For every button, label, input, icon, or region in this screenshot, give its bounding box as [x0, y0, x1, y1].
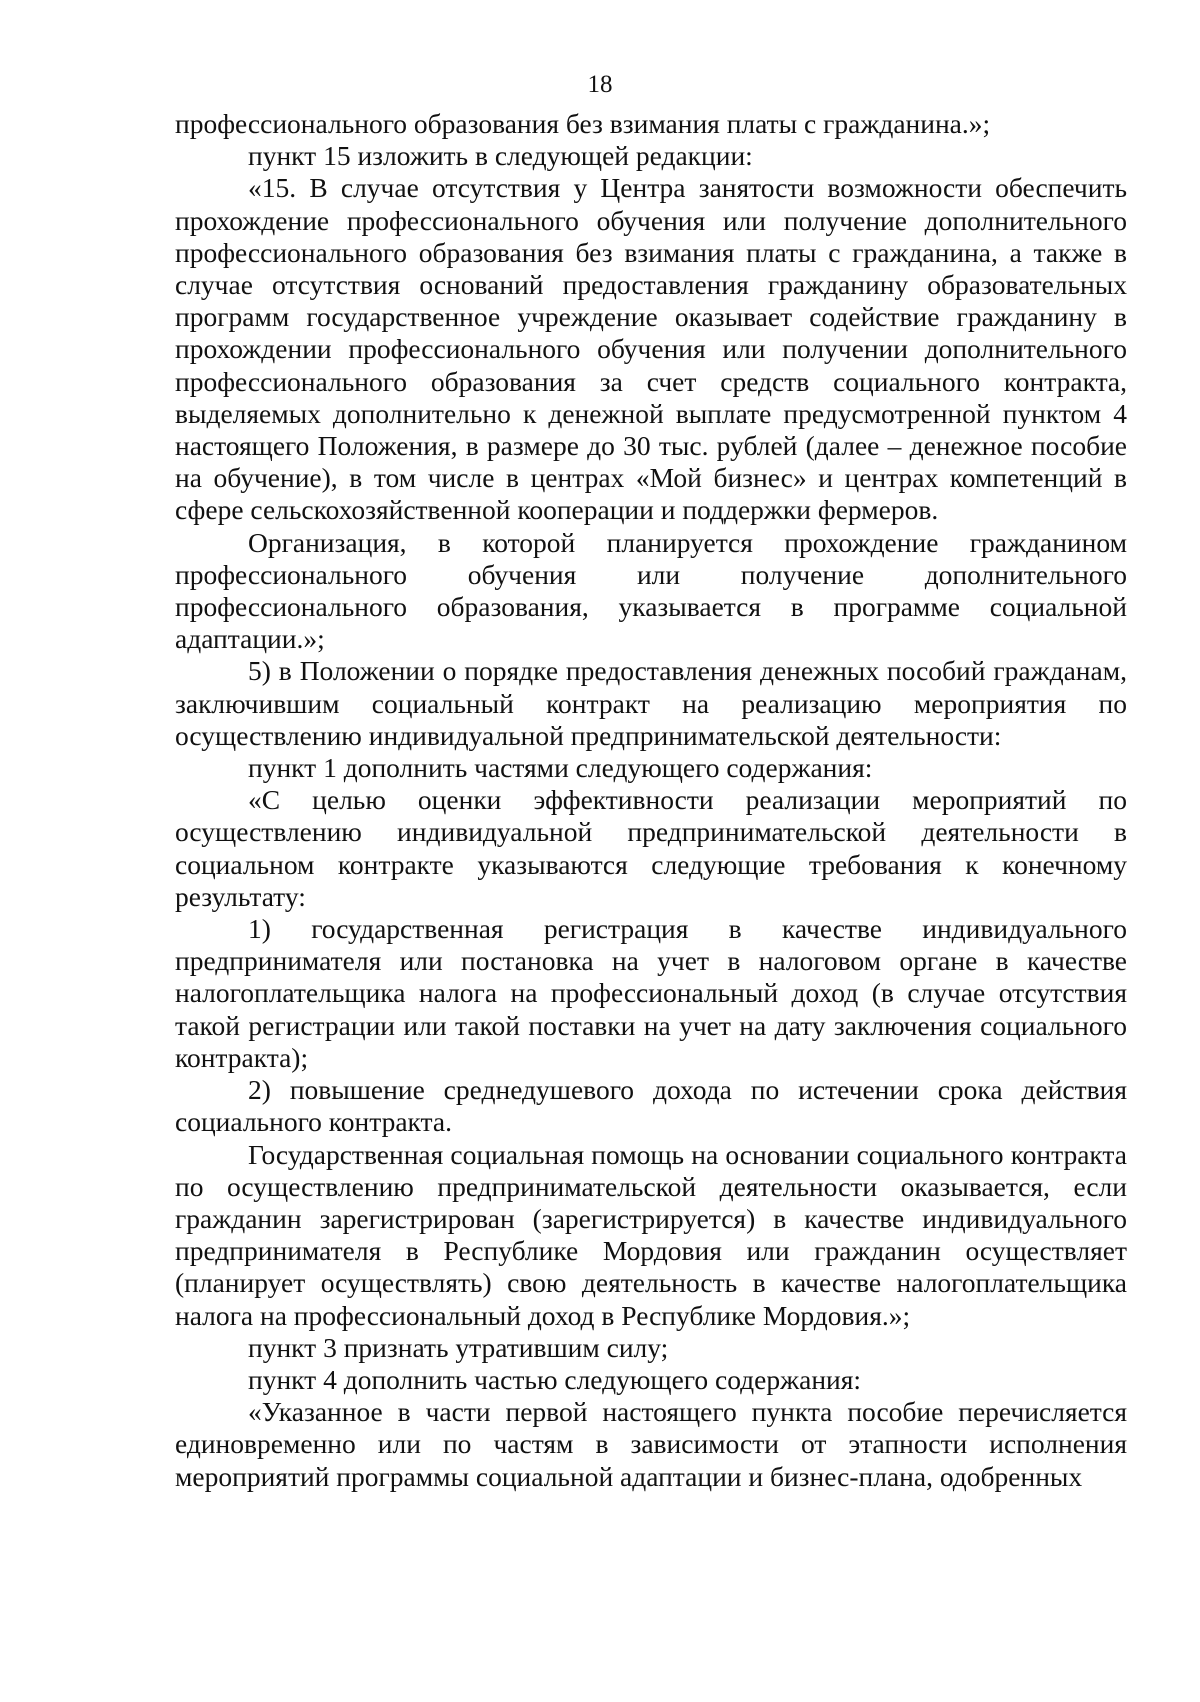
- paragraph-1: профессионального образования без взимания платы с гражданина.»;: [175, 108, 991, 139]
- paragraph-6: пункт 1 дополнить частями следующего содержания:: [248, 752, 873, 784]
- paragraph-2: пункт 15 изложить в следующей редакции:: [248, 140, 753, 172]
- page-number: 18: [587, 71, 613, 98]
- paragraph-13: «Указанное в части первой настоящего пункта пособие перечисляется единовременно или по частям в зависимости от этапности исполнения мероприятий программы социальной адаптации и бизнес-плана, одобренных: [175, 1396, 1127, 1492]
- paragraph-8: 1) государственная регистрация в качестве индивидуального предпринимателя или постановка на учет в налоговом органе в качестве налогоплательщика налога на профессиональный доход (в случае отсутствия такой регистрации или такой поставки на учет на дату заключения социального контракта);: [175, 913, 1127, 1073]
- paragraph-11: пункт 3 признать утратившим силу;: [248, 1331, 669, 1363]
- paragraph-9: 2) повышение среднедушевого дохода по истечении срока действия социального контракта.: [175, 1074, 1127, 1138]
- paragraph-5: 5) в Положении о порядке предоставления денежных пособий гражданам, заключившим социальный контракт на реализацию мероприятия по осуществлению индивидуальной предпринимательской деятельности:: [175, 655, 1127, 751]
- paragraph-12: пункт 4 дополнить частью следующего содержания:: [248, 1363, 862, 1395]
- paragraph-10: Государственная социальная помощь на основании социального контракта по осуществлению предпринимательской деятельности оказывается, если гражданин зарегистрирован (зарегистрируется) в качестве индивидуального предпринимателя в Республике Мордовия или гражданин осуществляет (планирует осуществлять) свою деятельность в качестве налогоплательщика налога на профессиональный доход в Республике Мордовия.»;: [175, 1138, 1127, 1331]
- paragraph-3: «15. В случае отсутствия у Центра занятости возможности обеспечить прохождение профессионального обучения или получение дополнительного профессионального образования без взимания платы с гражданина, а также в случае отсутствия оснований предоставления гражданину образовательных программ государственное учреждение оказывает содействие гражданину в прохождении профессионального обучения или получении дополнительного профессионального образования за счет средств социального контракта, выделяемых дополнительно к денежной выплате предусмотренной пунктом 4 настоящего Положения, в размере до 30 тыс. рублей (далее – денежное пособие на обучение), в том числе в центрах «Мой бизнес» и центрах компетенций в сфере сельскохозяйственной кооперации и поддержки фермеров.: [175, 172, 1127, 526]
- document-body: [175, 108, 1127, 1493]
- paragraph-7: «С целью оценки эффективности реализации мероприятий по осуществлению индивидуальной предпринимательской деятельности в социальном контракте указываются следующие требования к конечному результату:: [175, 784, 1127, 912]
- paragraph-4: Организация, в которой планируется прохождение гражданином профессионального обучения или получение дополнительного профессионального образования, указывается в программе социальной адаптации.»;: [175, 526, 1127, 655]
